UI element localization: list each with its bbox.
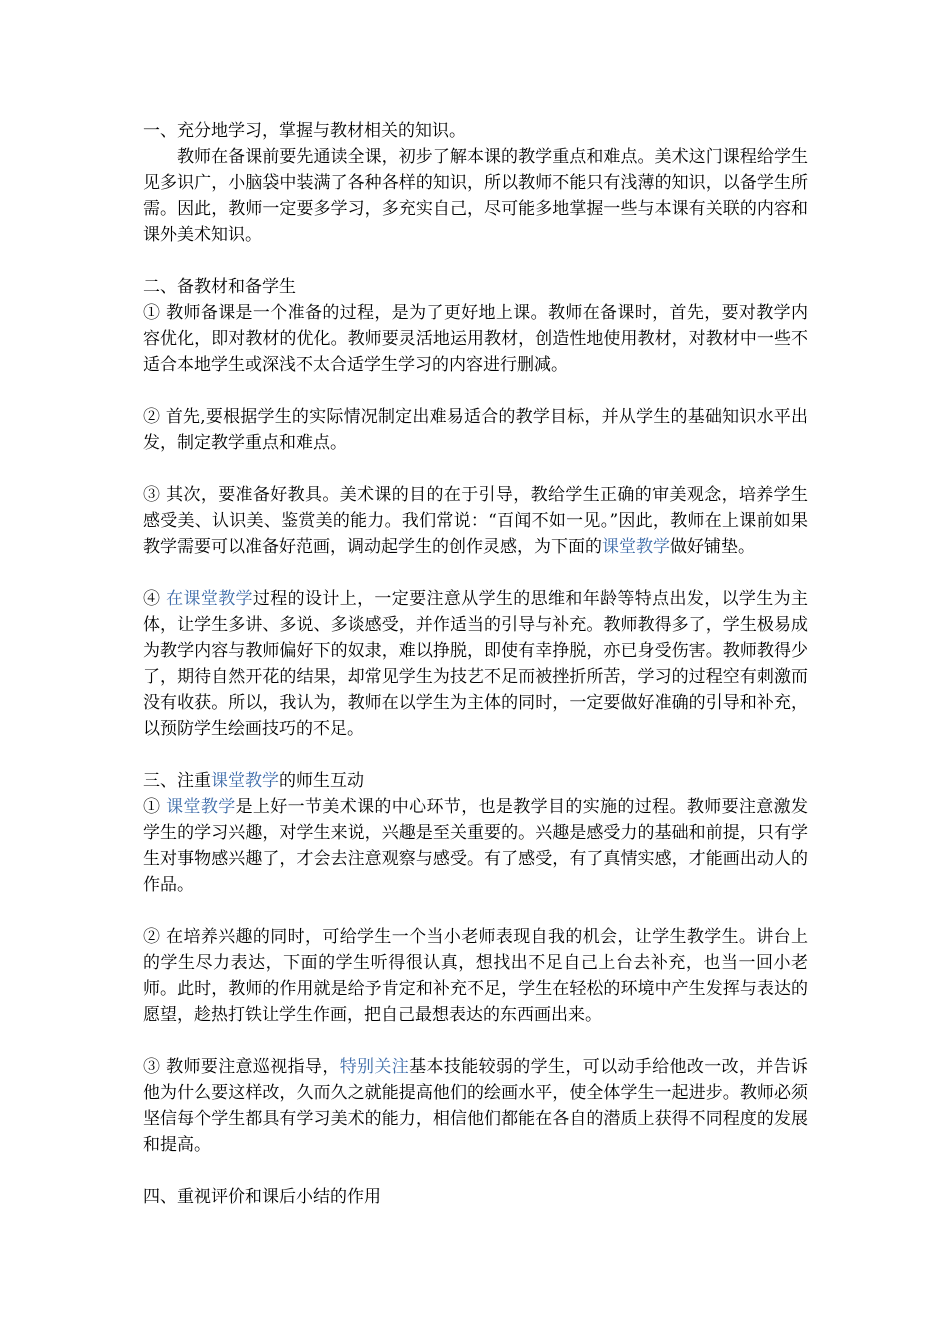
section-4-heading: 四、重视评价和课后小结的作用 — [143, 1187, 381, 1207]
item-text: 是上好一节美术课的中心环节，也是教学目的实施的过程。教师要注意激发学生的学习兴趣，对学生来说，兴趣是至关重要的。兴趣是感受力的基础和前提，只有学生对事物感兴趣了，才会去注意观察与感受。有了感受，有了真情实感，才能画出动人的作品。 — [143, 797, 809, 895]
heading-text: 三、注重 — [143, 771, 211, 791]
section-2-item-4 — [143, 586, 808, 742]
link-classroom-teaching[interactable]: 课堂教学 — [166, 797, 236, 817]
section-1-heading: 一、充分地学习，掌握与教材相关的知识。 — [143, 121, 466, 141]
item-text: ③ 教师要注意巡视指导， — [143, 1057, 340, 1077]
link-classroom-teaching[interactable]: 课堂教学 — [602, 537, 670, 557]
item-text: ④ — [143, 589, 167, 609]
section-1-paragraph: 教师在备课前要先通读全课，初步了解本课的教学重点和难点。美术这门课程给学生见多识广，小脑袋中装满了各种各样的知识，所以教师不能只有浅薄的知识，以备学生所需。因此，教师一定要多学习，多充实自己，尽可能多地掌握一些与本课有关联的内容和课外美术知识。 — [143, 147, 808, 245]
section-2-heading: 二、备教材和备学生 — [143, 277, 296, 297]
section-2-item-3 — [143, 482, 808, 560]
section-3-heading — [143, 768, 808, 794]
section-2-item-2: ② 首先,要根据学生的实际情况制定出难易适合的教学目标，并从学生的基础知识水平出发，制定教学重点和难点。 — [143, 407, 808, 453]
item-text: 过程的设计上，一定要注意从学生的思维和年龄等特点出发，以学生为主体，让学生多讲、多说、多谈感受，并作适当的引导与补充。教师教得多了，学生极易成为教学内容与教师偏好下的奴隶，难以挣脱，即使有幸挣脱，亦已身受伤害。教师教得少了，期待自然开花的结果，却常见学生为技艺不足而被挫折所苦，学习的过程空有刺激而没有收获。所以，我认为，教师在以学生为主体的同时，一定要做好准确的引导和补充，以预防学生绘画技巧的不足。 — [143, 589, 809, 739]
document-body — [143, 118, 808, 1210]
item-text: ③ 其次，要准备好教具。美术课的目的在于引导，教给学生正确的审美观念，培养学生感受美、认识美、鉴赏美的能力。我们常说：“百闻不如一见。”因此，教师在上课前如果教学需要可以准备好范画，调动起学生的创作灵感，为下面的 — [143, 485, 808, 557]
link-special-attention[interactable]: 特别关注 — [339, 1057, 410, 1077]
item-text: 基本技能较弱的学生，可以动手给他改一改，并告诉他为什么要这样改，久而久之就能提高他们的绘画水平，使全体学生一起进步。教师必须坚信每个学生都具有学习美术的能力，相信他们都能在各自的潜质上获得不同程度的发展和提高。 — [143, 1057, 809, 1155]
section-2-item-1: ① 教师备课是一个准备的过程，是为了更好地上课。教师在备课时，首先，要对教学内容优化，即对教材的优化。教师要灵活地运用教材，创造性地使用教材，对教材中一些不适合本地学生或深浅不太合适学生学习的内容进行删减。 — [143, 303, 808, 375]
item-text: ① — [143, 797, 167, 817]
section-3-item-3 — [143, 1054, 808, 1158]
link-classroom-teaching[interactable]: 课堂教学 — [211, 771, 279, 791]
heading-text: 的师生互动 — [279, 771, 364, 791]
item-text: 做好铺垫。 — [670, 537, 755, 557]
section-3-item-2: ② 在培养兴趣的同时，可给学生一个当小老师表现自我的机会，让学生教学生。讲台上的学生尽力表达，下面的学生听得很认真，想找出不足自己上台去补充，也当一回小老师。此时，教师的作用就是给予肯定和补充不足，学生在轻松的环境中产生发挥与表达的愿望，趁热打铁让学生作画，把自己最想表达的东西画出来。 — [143, 927, 808, 1025]
section-3-item-1 — [143, 794, 808, 898]
link-in-classroom-teaching[interactable]: 在课堂教学 — [166, 589, 253, 609]
